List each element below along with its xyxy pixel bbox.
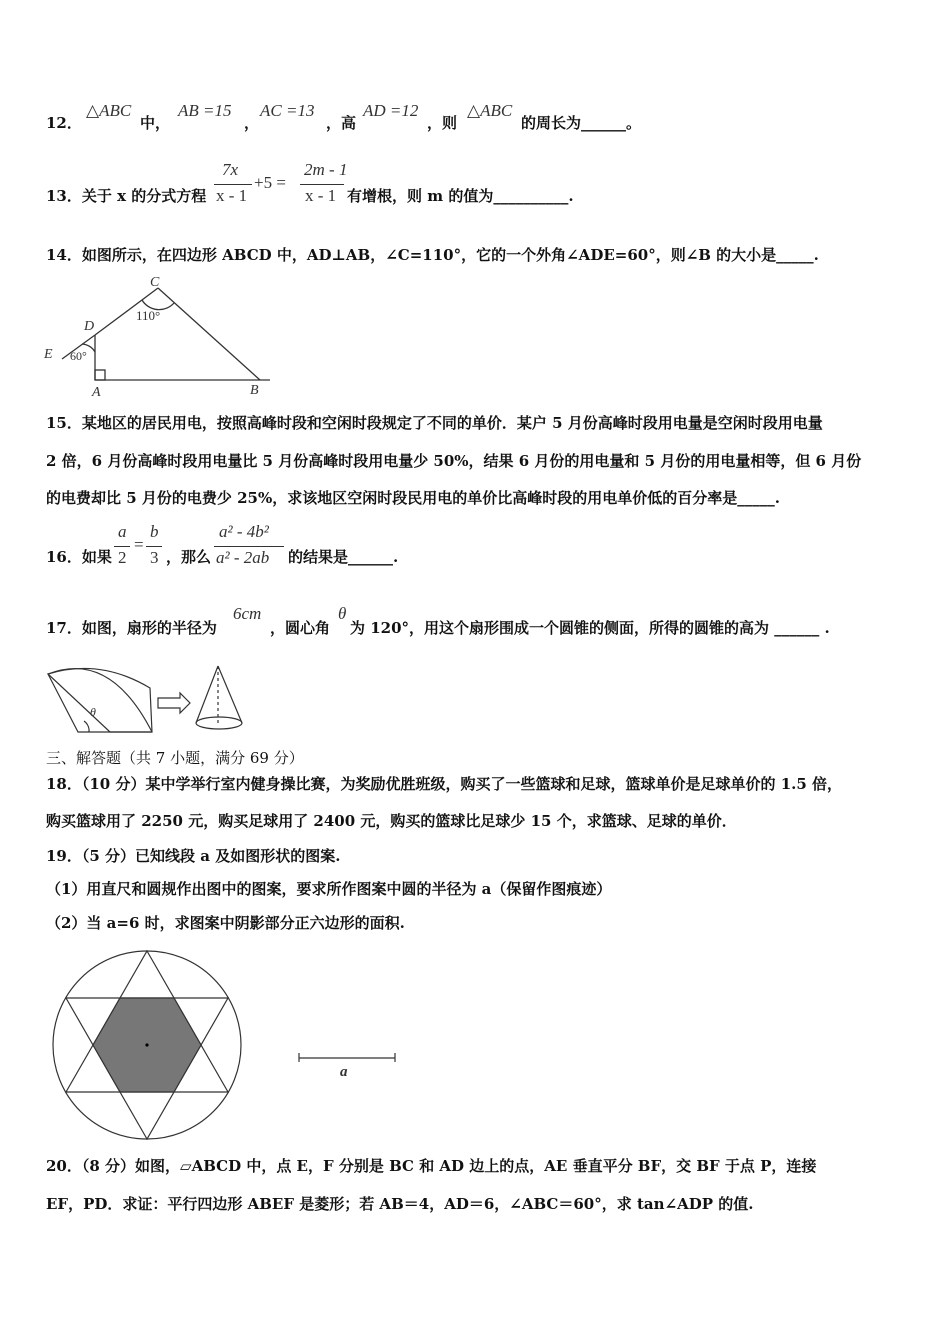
- question-14: 14．如图所示，在四边形 ABCD 中，AD⊥AB，∠C=110°，它的一个外角∠ADE=60°，则∠B 的大小是_____.: [46, 246, 819, 264]
- q16-frac1-line: [114, 546, 130, 547]
- q12-triangle-abc: △ABC: [86, 101, 132, 120]
- q17-theta: θ: [338, 604, 347, 623]
- question-12: [46, 112, 82, 134]
- q16-frac1-num: a: [118, 522, 127, 541]
- q12-ac: AC =13: [260, 101, 315, 120]
- q12-ad: AD =12: [363, 101, 419, 120]
- fig14-label-e: E: [44, 347, 53, 362]
- fig17-theta-label: θ: [90, 705, 96, 719]
- question-19-line-3: （2）当 a=6 时，求图案中阴影部分正六边形的面积.: [46, 914, 405, 932]
- q17-post: 为 120°，用这个扇形围成一个圆锥的侧面，所得的圆锥的高为 ______ .: [350, 619, 830, 637]
- question-18-line-1: 18．（10 分）某中学举行室内健身操比赛，为奖励优胜班级，购买了一些篮球和足球，篮球单价是足球单价的 1.5 倍，: [46, 775, 843, 793]
- fig19-center-dot: [145, 1043, 148, 1046]
- q16-frac3-den: a² - 2ab: [216, 548, 270, 567]
- q12-number: 12．: [46, 114, 82, 132]
- q13-frac2-den: x - 1: [305, 186, 337, 205]
- q14-quadrilateral-figure: [40, 272, 270, 398]
- q12-ze: ，则: [427, 114, 458, 132]
- q13-frac1-den: x - 1: [216, 186, 248, 205]
- question-13: 13．关于 x 的分式方程: [46, 187, 207, 205]
- question-16: 16．如果: [46, 548, 112, 566]
- q16-frac2-den: 3: [150, 548, 159, 567]
- q13-frac1-line: [214, 184, 252, 185]
- question-20-line-1: 20．（8 分）如图，▱ABCD 中，点 E，F 分别是 BC 和 AD 边上的点，AE 垂直平分 BF，交 BF 于点 P，连接: [46, 1157, 817, 1175]
- fig14-label-60: 60°: [70, 349, 87, 363]
- fig14-label-b: B: [250, 383, 259, 398]
- fig14-label-a: A: [92, 385, 101, 400]
- fig14-label-c: C: [150, 275, 160, 290]
- section-3-heading: 三、解答题（共 7 小题，满分 69 分）: [46, 749, 304, 767]
- q12-zhong: 中，: [140, 114, 171, 132]
- q12-ab: AB =15: [178, 101, 232, 120]
- question-19-line-2: （1）用直尺和圆规作出图中的图案，要求所作图案中圆的半径为 a（保留作图痕迹）: [46, 880, 612, 898]
- fig14-label-110: 110°: [136, 308, 161, 323]
- q12-gao: ，高: [326, 114, 357, 132]
- question-15-line-2: 2 倍，6 月份高峰时段用电量比 5 月份高峰时段用电量少 50%，结果 6 月份的用电量和 5 月份的用电量相等，但 6 月份: [46, 452, 862, 470]
- q19-segment-a: [298, 1052, 398, 1080]
- q13-frac2-num: 2m - 1: [304, 160, 348, 179]
- q16-frac2-line: [146, 546, 162, 547]
- question-20-line-2: EF，PD．求证：平行四边形 ABEF 是菱形；若 AB＝4，AD＝6，∠ABC＝60°，求 tan∠ADP 的值.: [46, 1195, 754, 1213]
- question-17: 17．如图，扇形的半径为: [46, 619, 217, 637]
- q12-comma: ，: [244, 114, 260, 132]
- q13-plus5: +5 =: [254, 173, 286, 192]
- q13-frac2-line: [300, 184, 344, 185]
- q16-frac3-num: a² - 4b²: [219, 522, 269, 541]
- q13-frac1-num: 7x: [222, 160, 239, 179]
- q16-mid: ，那么: [166, 548, 212, 566]
- q16-frac3-line: [214, 546, 284, 547]
- q19-hexagram-figure: [50, 950, 250, 1145]
- fig14-label-d: D: [84, 319, 95, 334]
- q12-end: 的周长为______。: [521, 114, 642, 132]
- q13-post: 有增根，则 m 的值为__________.: [347, 187, 574, 205]
- question-18-line-2: 购买篮球用了 2250 元，购买足球用了 2400 元，购买的篮球比足球少 15 个，求篮球、足球的单价．: [46, 812, 737, 830]
- q16-post: 的结果是______.: [288, 548, 399, 566]
- q17-mid: ，圆心角: [270, 619, 331, 637]
- fig19-label-a: a: [340, 1064, 348, 1080]
- question-19-line-1: 19．（5 分）已知线段 a 及如图形状的图案.: [46, 847, 341, 865]
- q17-radius: 6cm: [233, 604, 262, 623]
- q12-triangle-abc-2: △ABC: [467, 101, 513, 120]
- q16-eq: =: [134, 535, 144, 554]
- q17-sector-cone-figure: [40, 660, 260, 740]
- q16-frac2-num: b: [150, 522, 159, 541]
- question-15-line-1: 15．某地区的居民用电，按照高峰时段和空闲时段规定了不同的单价．某户 5 月份高峰时段用电量是空闲时段用电量: [46, 414, 823, 432]
- question-15-line-3: 的电费却比 5 月份的电费少 25%，求该地区空闲时段民用电的单价比高峰时段的用电单价低的百分率是_____.: [46, 489, 780, 507]
- q16-frac1-den: 2: [118, 548, 127, 567]
